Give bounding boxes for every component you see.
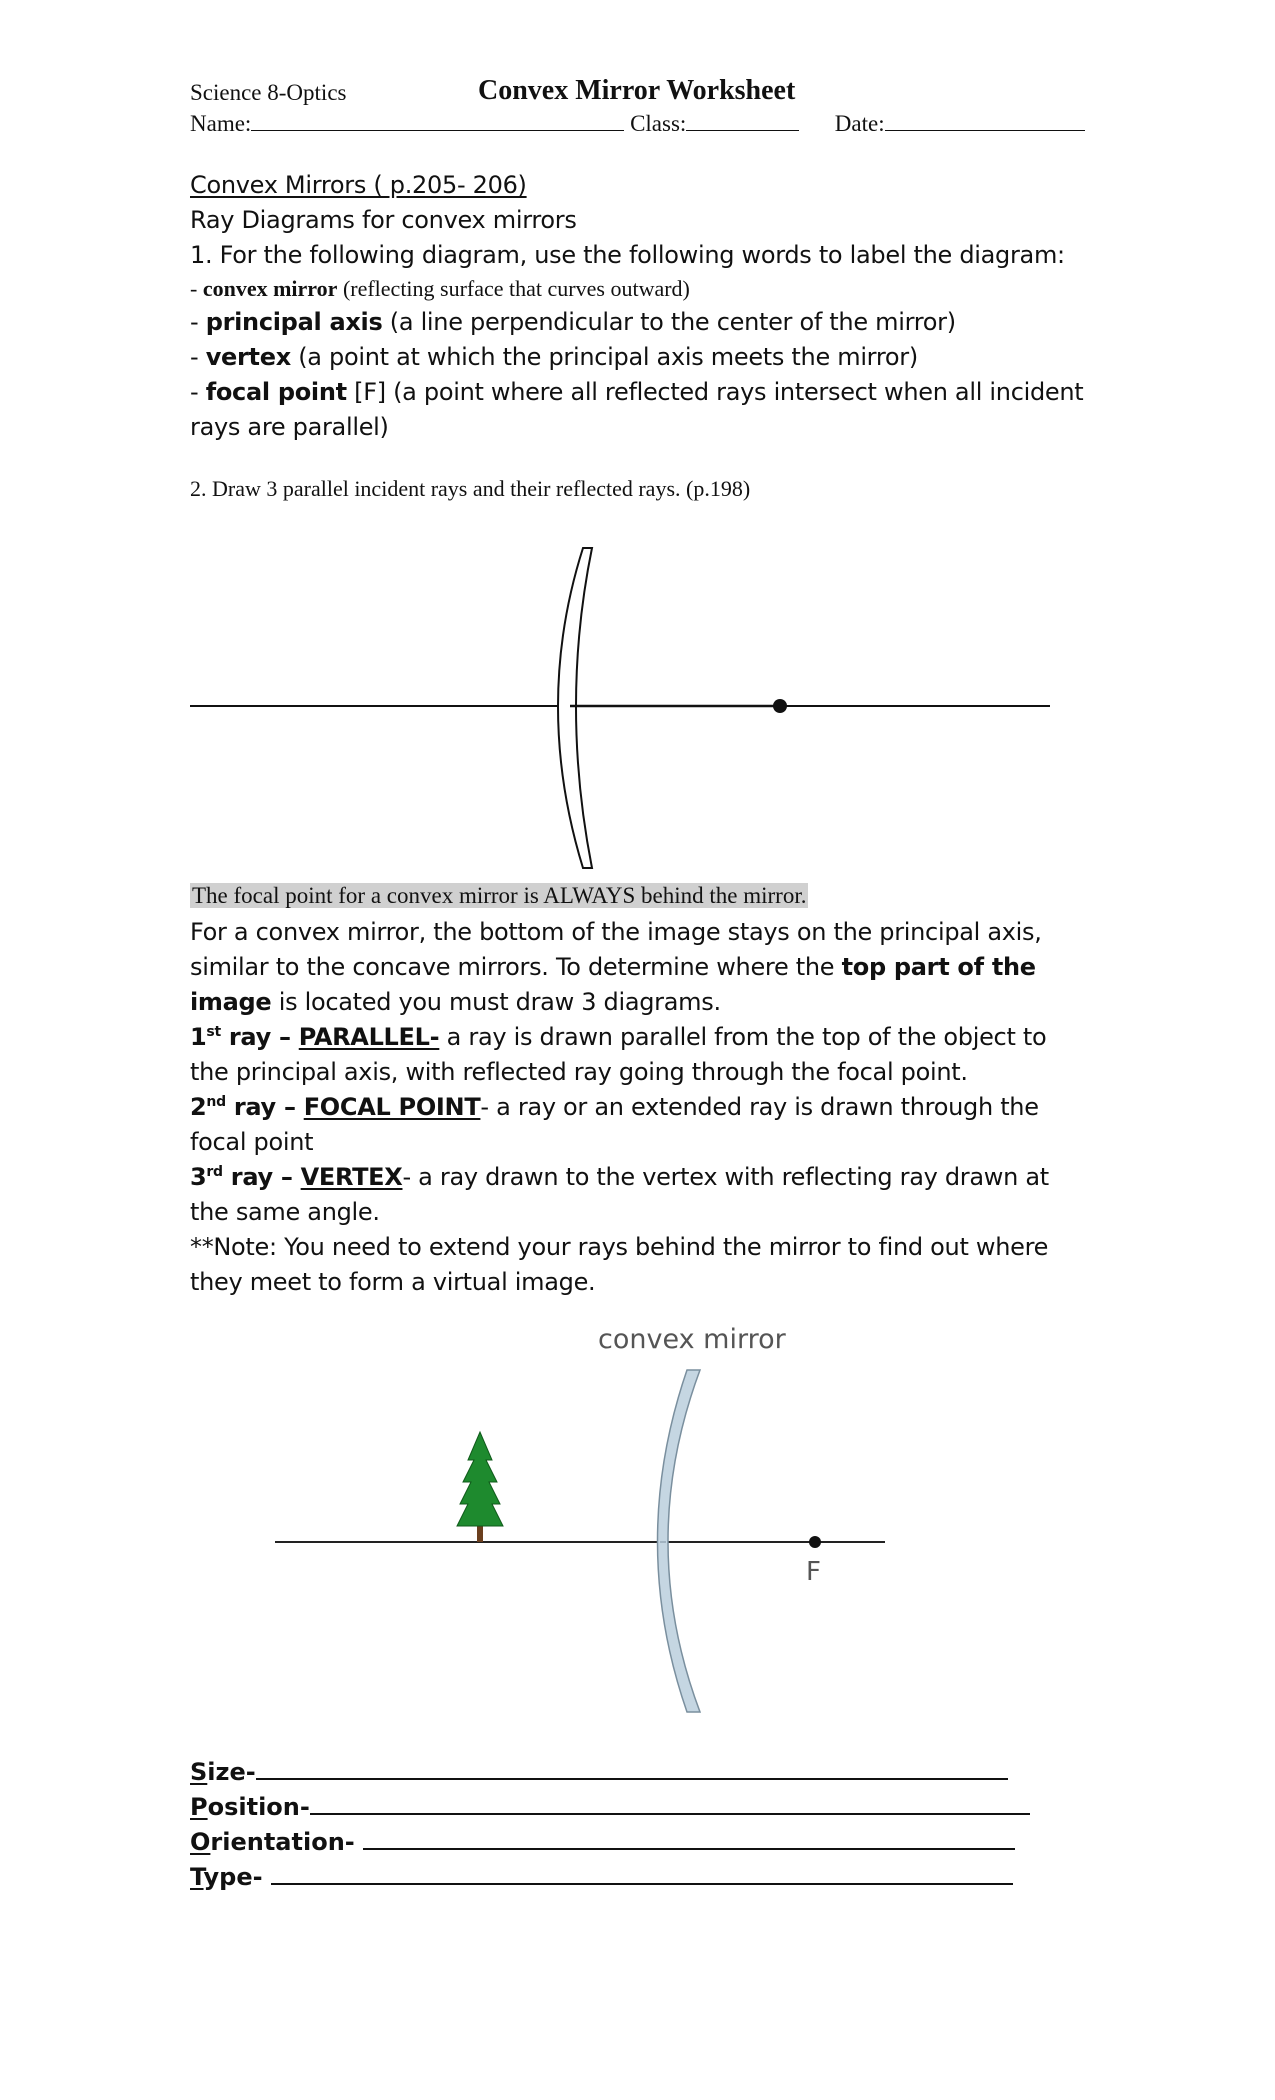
worksheet-title: Convex Mirror Worksheet (478, 75, 796, 106)
ray-1-continued: the principal axis, with reflected ray going through the focal point. (190, 1058, 968, 1086)
focal-point-dot (773, 699, 787, 713)
explanation-line-2: similar to the concave mirrors. To determine where the top part of the (190, 953, 1036, 981)
ray-1-line: 1st ray – PARALLEL- a ray is drawn parallel from the top of the object to (190, 1023, 1047, 1051)
mirror-diagram-tree[interactable] (0, 1320, 1275, 1720)
question-2: 2. Draw 3 parallel incident rays and their reflected rays. (p.198) (190, 476, 751, 501)
class-field[interactable] (686, 112, 799, 131)
date-label: Date: (834, 111, 885, 136)
name-label: Name: (190, 111, 252, 136)
question-1: 1. For the following diagram, use the following words to label the diagram: (190, 241, 1065, 269)
course-label: Science 8-Optics (190, 80, 347, 105)
name-field[interactable] (251, 112, 624, 131)
section-heading: Convex Mirrors ( p.205- 206) (190, 171, 527, 199)
ray-2-line: 2nd ray – FOCAL POINT- a ray or an extended ray is drawn through the (190, 1093, 1039, 1121)
orientation-answer[interactable]: Orientation- (190, 1828, 1015, 1856)
class-label: Class: (630, 111, 687, 136)
size-answer[interactable]: Size- (190, 1758, 1008, 1786)
focal-point-note: The focal point for a convex mirror is ALWAYS behind the mirror. (192, 883, 807, 908)
ray-3-line: 3rd ray – VERTEX- a ray drawn to the vertex with reflecting ray drawn at (190, 1163, 1049, 1191)
type-answer[interactable]: Type- (190, 1863, 1013, 1891)
term-convex-mirror: - convex mirror (reflecting surface that curves outward) (190, 276, 690, 301)
explanation-line-1: For a convex mirror, the bottom of the image stays on the principal axis, (190, 918, 1042, 946)
position-answer[interactable]: Position- (190, 1793, 1030, 1821)
section-subheading: Ray Diagrams for convex mirrors (190, 206, 577, 234)
note-line-1: **Note: You need to extend your rays behind the mirror to find out where (190, 1233, 1049, 1261)
term-principal-axis: - principal axis (a line perpendicular to the center of the mirror) (190, 308, 956, 336)
term-focal-point: - focal point [F] (a point where all reflected rays intersect when all incident (190, 378, 1084, 406)
term-focal-point-continued: rays are parallel) (190, 413, 389, 441)
ray-3-continued: the same angle. (190, 1198, 380, 1226)
header-fields (190, 111, 1085, 137)
date-field[interactable] (885, 112, 1085, 131)
convex-mirror-label: convex mirror (598, 1324, 786, 1355)
mirror-diagram-blank[interactable] (0, 530, 1275, 880)
note-line-2: they meet to form a virtual image. (190, 1268, 596, 1296)
explanation-line-3: image is located you must draw 3 diagrams. (190, 988, 721, 1016)
tree-object-icon (457, 1432, 503, 1542)
ray-2-continued: focal point (190, 1128, 314, 1156)
term-vertex: - vertex (a point at which the principal axis meets the mirror) (190, 343, 918, 371)
focal-point-label: F (806, 1557, 821, 1587)
focal-point-dot-2 (809, 1536, 821, 1548)
mirror-outline (558, 548, 592, 868)
